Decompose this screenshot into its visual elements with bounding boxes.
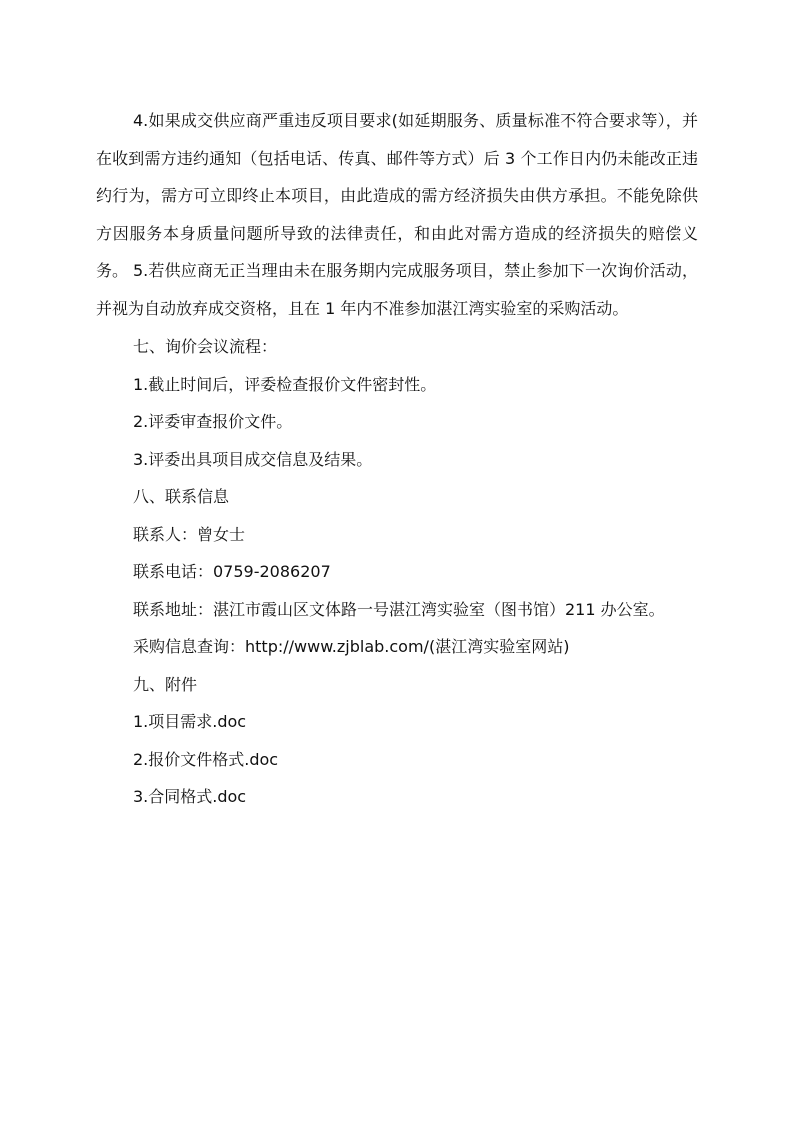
contact-phone: 联系电话：0759-2086207 bbox=[133, 562, 331, 581]
process-step-3: 3.评委出具项目成交信息及结果。 bbox=[133, 450, 373, 469]
process-step-1: 1.截止时间后，评委检查报价文件密封性。 bbox=[133, 375, 437, 394]
section-heading-inquiry-process: 七、询价会议流程： bbox=[133, 337, 278, 356]
attachment-quotation-format[interactable]: 2.报价文件格式.doc bbox=[133, 750, 279, 769]
contact-address: 联系地址：湛江市霞山区文体路一号湛江湾实验室（图书馆）211 办公室。 bbox=[133, 600, 665, 619]
attachment-project-requirements[interactable]: 1.项目需求.doc bbox=[133, 712, 247, 731]
procurement-info-link[interactable]: 采购信息查询：http://www.zjblab.com/(湛江湾实验室网站) bbox=[133, 637, 570, 656]
process-step-2: 2.评委审查报价文件。 bbox=[133, 412, 293, 431]
paragraph-breach-termination: 4.如果成交供应商严重违反项目要求(如延期服务、质量标准不符合要求等），并在收到需方违约通知（包括电话、传真、邮件等方式）后 3 个工作日内仍未能改正违约行为，需方可立即终止本项目，由此造成的需方经济损失由供方承担。不能免除供方因服务本身质量问题所导致的法律责任，和由此对需方造成的经济损失的赔偿义务。 bbox=[96, 111, 698, 280]
section-heading-attachments: 九、附件 bbox=[133, 675, 198, 694]
paragraph-failure-to-complete: 5.若供应商无正当理由未在服务期内完成服务项目，禁止参加下一次询价活动，并视为自动放弃成交资格，且在 1 年内不准参加湛江湾实验室的采购活动。 bbox=[96, 261, 698, 318]
attachment-contract-format[interactable]: 3.合同格式.doc bbox=[133, 787, 247, 806]
section-heading-contact: 八、联系信息 bbox=[133, 487, 230, 506]
contact-person: 联系人：曾女士 bbox=[133, 525, 246, 544]
